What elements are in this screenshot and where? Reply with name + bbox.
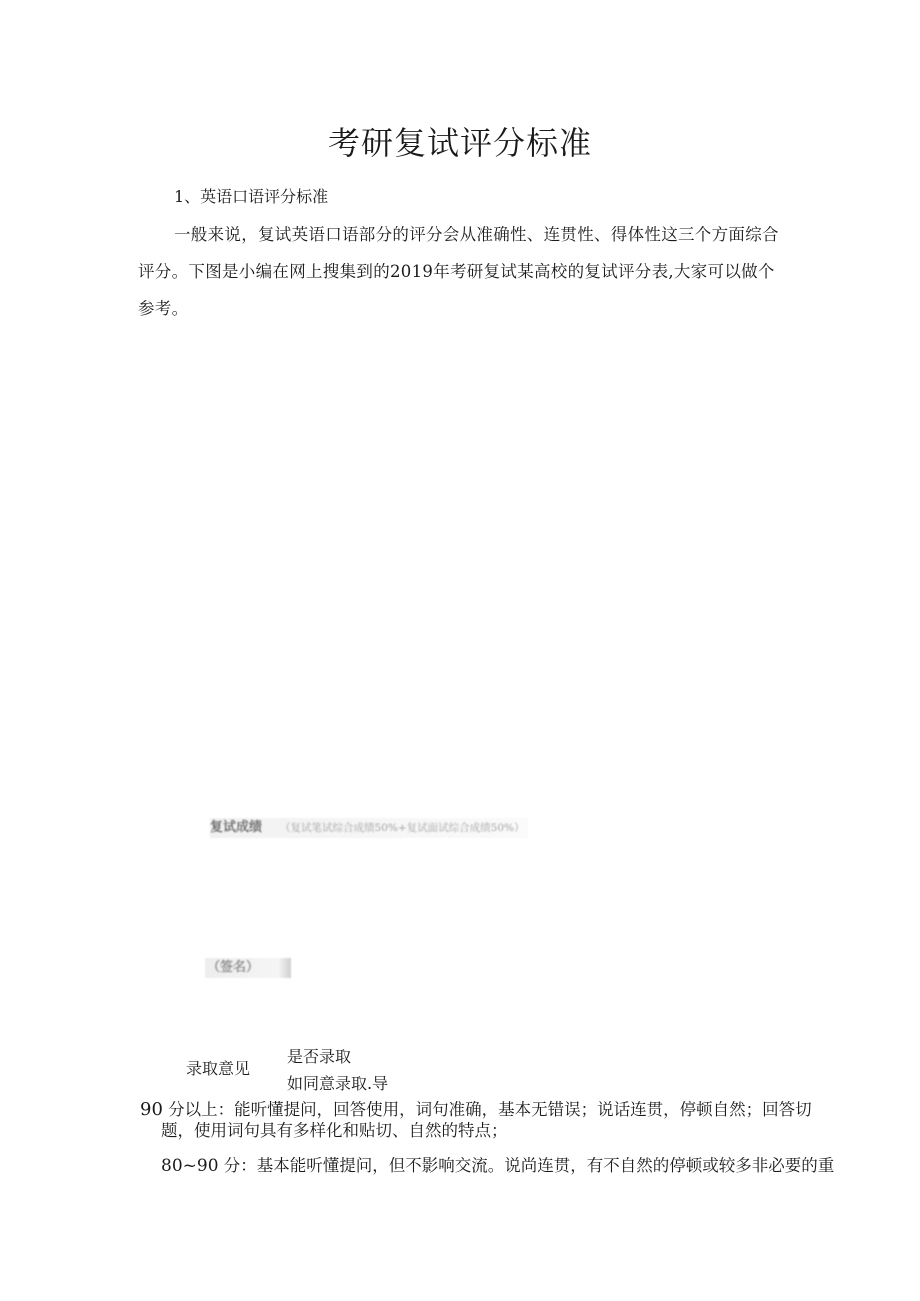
criteria-80-text: 分：基本能听懂提问，但不影响交流。说尚连贯，有不自然的停顿或较多非必要的重 [223,1156,835,1175]
intro-paragraph-line-1: 一般来说，复试英语口语部分的评分会从准确性、连贯性、得体性这三个方面综合 [174,225,779,244]
admission-note: 如同意录取.导 [287,1074,389,1093]
criteria-90-text: 分以上：能听懂提问，回答使用，词句准确，基本无错误；说话连贯，停顿自然；回答切 [168,1100,812,1119]
admission-label: 录取意见 [186,1059,251,1078]
page-title: 考研复试评分标准 [327,124,592,162]
signature-fragment: （签名） [205,958,291,978]
section-heading: 1、英语口语评分标准 [174,187,329,206]
score-label: 复试成绩 [210,820,263,835]
admission-question: 是否录取 [287,1047,352,1066]
intro-paragraph-line-2: 评分。下图是小编在网上搜集到的2019年考研复试某高校的复试评分表,大家可以做个 [138,262,775,281]
score-form-fragment [210,818,528,838]
score-formula: （复试笔试综合成绩50%+复试面试综合成绩50%） [280,822,525,834]
criteria-80-prefix: 80~90 [161,1156,219,1176]
criteria-80-line-1 [161,1152,834,1176]
criteria-90-prefix: 90 [140,1099,163,1120]
criteria-90-line-2: 题，使用词句具有多样化和贴切、自然的特点； [161,1121,508,1140]
intro-paragraph-line-3: 参考。 [138,299,189,318]
